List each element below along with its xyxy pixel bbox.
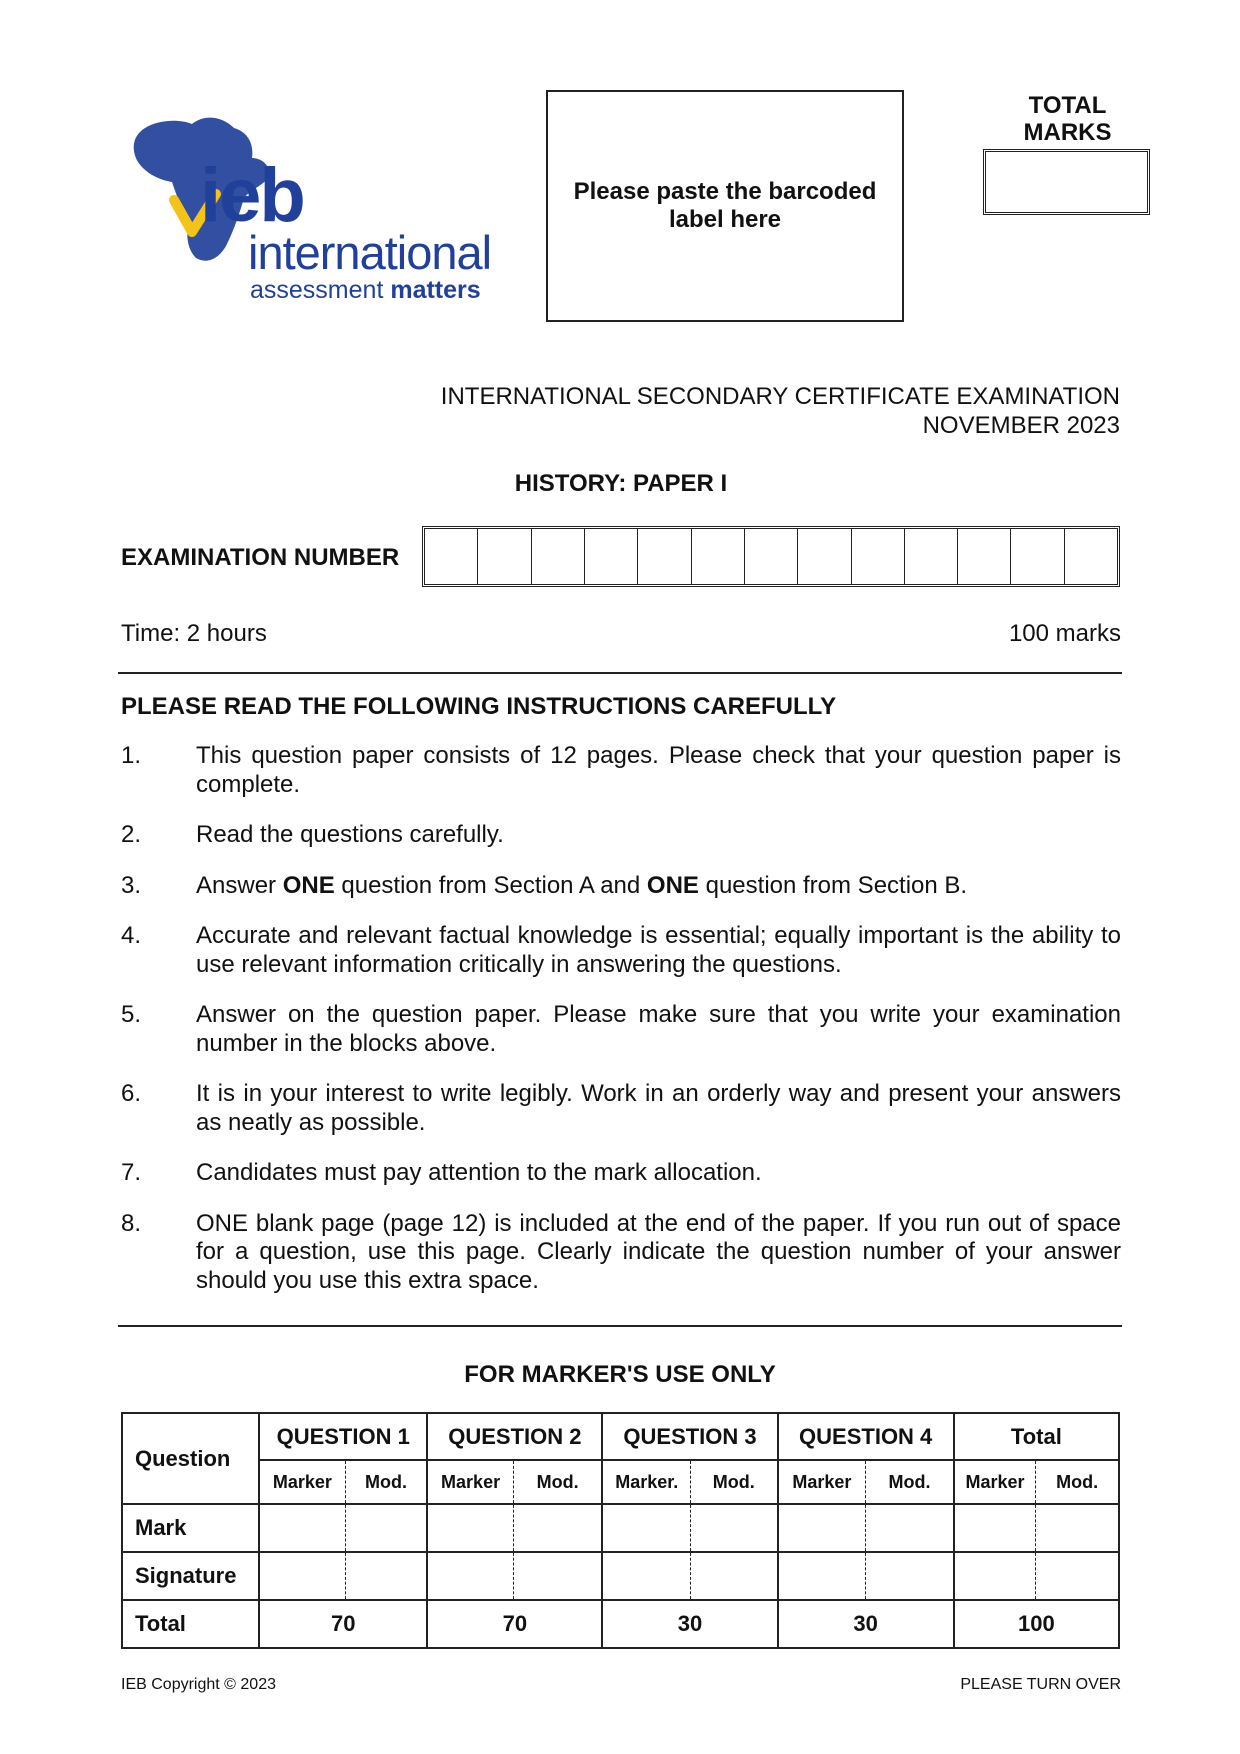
mark-cell[interactable] [954, 1504, 1036, 1552]
instruction-text: ONE blank page (page 12) is included at the end of the paper. If you run out of space for a question, use this page. Clearly indicate the question number of your answer should you use this extra space. [196, 1209, 1121, 1294]
sub-head-mod: Mod. [691, 1460, 778, 1504]
signature-cell[interactable] [778, 1552, 866, 1600]
instruction-item [121, 1210, 1121, 1296]
instruction-item [121, 742, 1121, 799]
signature-cell[interactable] [345, 1552, 427, 1600]
sub-head-mod: Mod. [866, 1460, 954, 1504]
signature-cell[interactable] [259, 1552, 345, 1600]
instruction-text: Answer on the question paper. Please make sure that you write your examination number in the blocks above. [196, 1001, 1121, 1057]
total-value: 30 [602, 1600, 777, 1648]
barcode-label-text: Please paste the barcoded label here [573, 178, 877, 233]
col-head: Total [954, 1413, 1119, 1460]
col-head: QUESTION 4 [778, 1413, 954, 1460]
instruction-number: 3. [121, 871, 142, 899]
sub-head-marker: Marker [954, 1460, 1036, 1504]
paper-title: HISTORY: PAPER I [514, 470, 728, 497]
exam-title [441, 382, 1120, 440]
instruction-number: 4. [121, 922, 142, 949]
logo-name: international [248, 226, 492, 279]
footer-turn-over: PLEASE TURN OVER [960, 1676, 1121, 1693]
instruction-text: Accurate and relevant factual knowledge is essential; equally important is the ability to use relevant information critically in answering the questions. [196, 922, 1121, 978]
total-row [122, 1600, 1119, 1648]
instruction-text: This question paper consists of 12 pages. Please check that your question paper is complete. [196, 742, 1121, 798]
mark-cell[interactable] [866, 1504, 954, 1552]
exam-number-cell[interactable] [638, 529, 691, 584]
col-head: QUESTION 3 [602, 1413, 777, 1460]
time-allowed: Time: 2 hours [121, 620, 267, 647]
signature-cell[interactable] [513, 1552, 602, 1600]
marker-table-title: FOR MARKER'S USE ONLY [464, 1361, 776, 1388]
instruction-item [121, 1159, 1121, 1188]
barcode-label-area [546, 90, 904, 322]
exam-number-cell[interactable] [532, 529, 585, 584]
sub-head-marker: Marker. [602, 1460, 690, 1504]
instruction-number: 1. [121, 742, 142, 769]
exam-number-label: EXAMINATION NUMBER [121, 544, 400, 571]
instruction-text: Candidates must pay attention to the mark allocation. [196, 1159, 762, 1186]
instruction-number: 7. [121, 1159, 142, 1186]
exam-number-cell[interactable] [692, 529, 745, 584]
signature-cell[interactable] [691, 1552, 778, 1600]
total-value: 70 [259, 1600, 427, 1648]
instructions-list [121, 742, 1121, 1295]
marker-table [121, 1412, 1120, 1649]
instruction-item [121, 922, 1121, 979]
instruction-text: Answer ONE question from Section A and ONE question from Section B. [196, 871, 968, 899]
instruction-number: 6. [121, 1080, 142, 1107]
question-header: Question [122, 1413, 259, 1504]
instruction-number: 5. [121, 1001, 142, 1028]
signature-cell[interactable] [427, 1552, 513, 1600]
logo-wordmark: ieb [200, 153, 304, 238]
mark-cell[interactable] [602, 1504, 690, 1552]
col-head: QUESTION 2 [427, 1413, 602, 1460]
exam-number-cell[interactable] [798, 529, 851, 584]
signature-row [122, 1552, 1119, 1600]
divider [118, 672, 1122, 674]
total-value: 100 [954, 1600, 1119, 1648]
signature-cell[interactable] [602, 1552, 690, 1600]
exam-number-cell[interactable] [478, 529, 531, 584]
footer-copyright: IEB Copyright © 2023 [121, 1676, 276, 1693]
instruction-item [121, 821, 1121, 850]
logo-tagline: assessment matters [250, 276, 481, 304]
instruction-item [121, 872, 1121, 901]
signature-cell[interactable] [1036, 1552, 1119, 1600]
exam-number-cell[interactable] [852, 529, 905, 584]
mark-cell[interactable] [778, 1504, 866, 1552]
instruction-text: Read the questions carefully. [196, 821, 504, 848]
exam-number-grid[interactable] [422, 526, 1120, 587]
exam-number-cell[interactable] [1011, 529, 1064, 584]
instruction-text: It is in your interest to write legibly. Work in an orderly way and present your answers as neatly as possible. [196, 1080, 1121, 1136]
instruction-number: 2. [121, 821, 142, 848]
exam-number-cell[interactable] [745, 529, 798, 584]
sub-head-marker: Marker [427, 1460, 513, 1504]
divider [118, 1325, 1122, 1327]
mark-cell[interactable] [513, 1504, 602, 1552]
sub-head-mod: Mod. [345, 1460, 427, 1504]
mark-cell[interactable] [345, 1504, 427, 1552]
total-marks-label: TOTAL MARKS [1023, 92, 1112, 146]
total-row-label: Total [122, 1600, 259, 1648]
exam-title-line1: INTERNATIONAL SECONDARY CERTIFICATE EXAMINATION [440, 383, 1120, 410]
instruction-number: 8. [121, 1209, 142, 1237]
exam-number-cell[interactable] [425, 529, 478, 584]
mark-row [122, 1504, 1119, 1552]
signature-cell[interactable] [954, 1552, 1036, 1600]
instruction-item [121, 1001, 1121, 1058]
mark-cell[interactable] [691, 1504, 778, 1552]
sub-head-mod: Mod. [513, 1460, 602, 1504]
total-value: 30 [778, 1600, 954, 1648]
sub-head-marker: Marker [778, 1460, 866, 1504]
instruction-item [121, 1080, 1121, 1137]
mark-row-label: Mark [122, 1504, 259, 1552]
total-marks-box[interactable] [983, 149, 1150, 215]
exam-number-cell[interactable] [958, 529, 1011, 584]
instructions-title: PLEASE READ THE FOLLOWING INSTRUCTIONS CAREFULLY [121, 693, 837, 720]
exam-title-line2: NOVEMBER 2023 [922, 412, 1120, 439]
total-marks-text: 100 marks [1008, 620, 1121, 647]
exam-number-cell[interactable] [585, 529, 638, 584]
mark-cell[interactable] [427, 1504, 513, 1552]
signature-cell[interactable] [866, 1552, 954, 1600]
exam-number-cell[interactable] [1065, 529, 1117, 584]
col-head: QUESTION 1 [259, 1413, 427, 1460]
signature-row-label: Signature [122, 1552, 259, 1600]
mark-cell[interactable] [1036, 1504, 1119, 1552]
sub-head-mod: Mod. [1036, 1460, 1119, 1504]
mark-cell[interactable] [259, 1504, 345, 1552]
exam-number-cell[interactable] [905, 529, 958, 584]
sub-head-marker: Marker [259, 1460, 345, 1504]
total-value: 70 [427, 1600, 602, 1648]
